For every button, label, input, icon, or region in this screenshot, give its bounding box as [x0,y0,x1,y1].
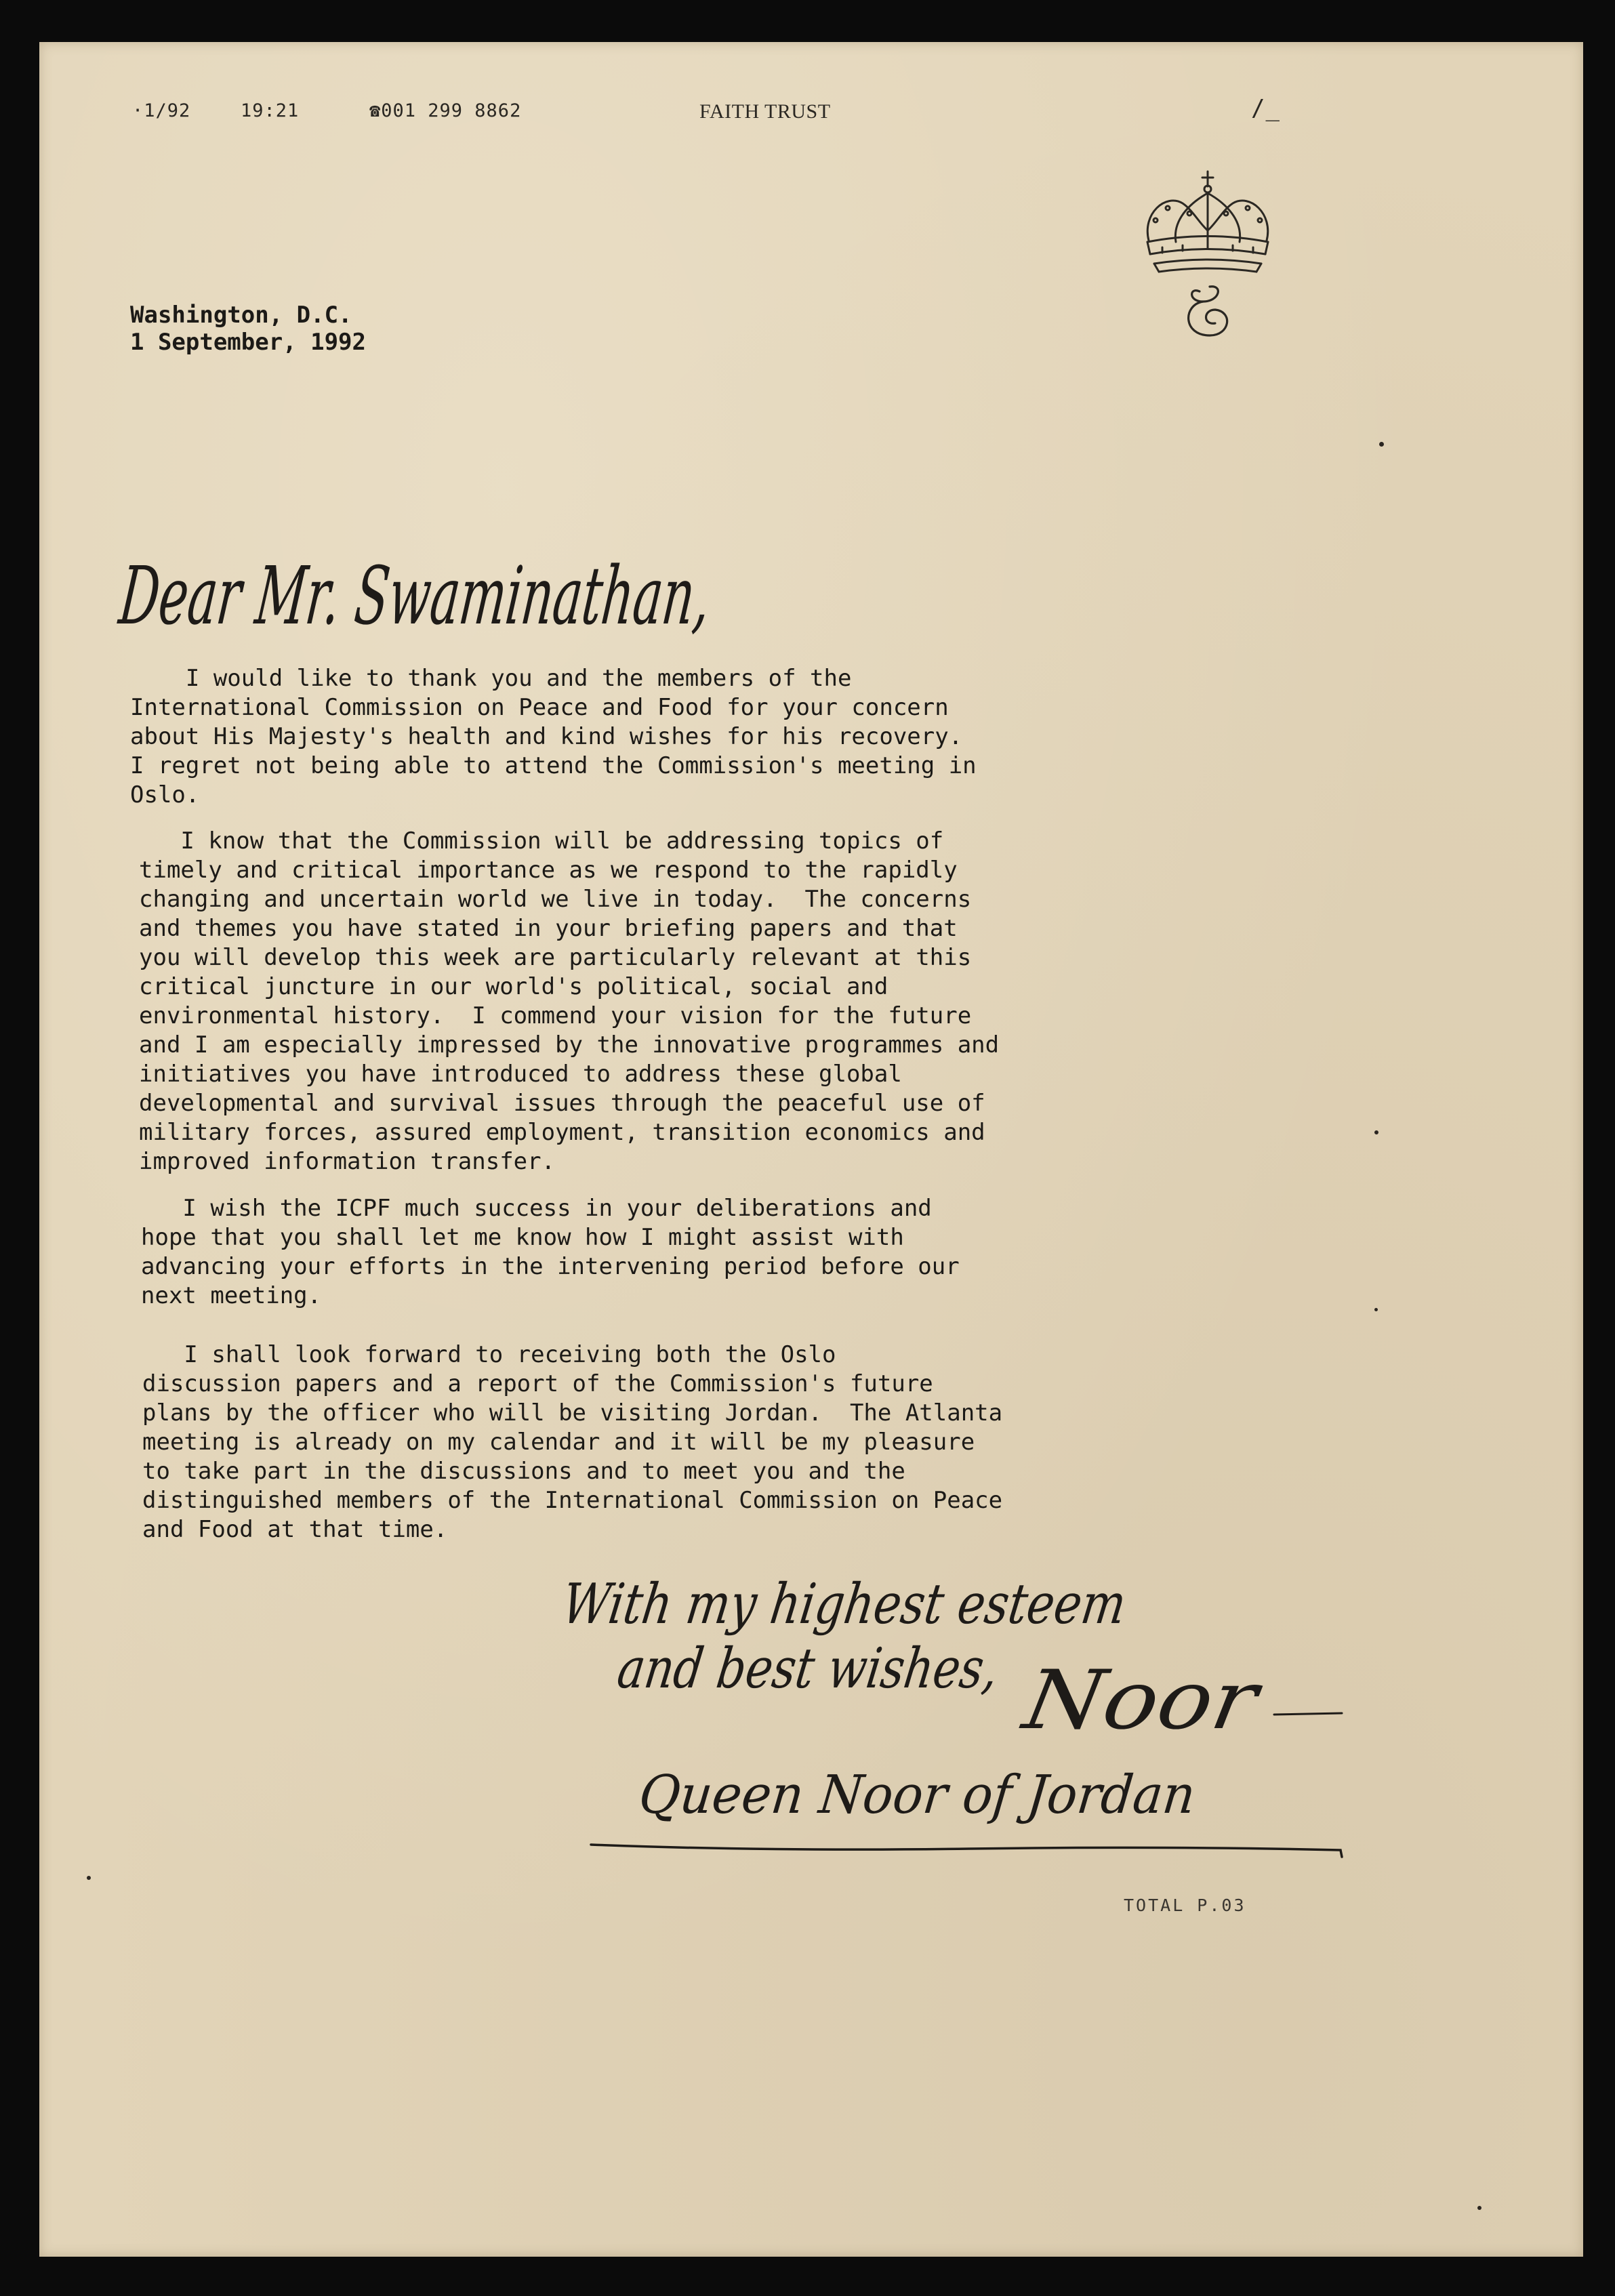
fax-phone-number: ☎001 299 8862 [369,100,522,121]
signatory-name: Queen Noor of Jordan [636,1764,1231,1826]
body-line: I would like to thank you and the members of the [130,665,852,692]
body-line: distinguished members of the International Commission on Peace [142,1487,1003,1514]
body-line: you will develop this week are particularly relevant at this [139,944,972,971]
body-paragraph-3 [141,1194,960,1311]
closing-line-1: With my highest esteem [558,1572,1248,1637]
paper-speck [1379,442,1384,447]
handwritten-salutation [115,529,1090,651]
paper-speck [1374,1308,1378,1311]
body-line: military forces, assured employment, transition economics and [139,1119,985,1146]
body-line: International Commission on Peace and Food for your concern [130,694,949,721]
fax-total-pages: TOTAL P.03 [1124,1895,1246,1915]
body-line: I shall look forward to receiving both the Oslo [142,1341,836,1368]
salutation-text: Dear Mr. Swaminathan, [115,549,1090,642]
royal-crown-monogram-icon [1135,166,1281,352]
body-line: critical juncture in our world's political, social and [139,973,888,1000]
fax-page-mark: /_ [1251,95,1280,122]
body-line: and Food at that time. [142,1516,448,1543]
fax-sender-name: FAITH TRUST [699,100,831,123]
body-line: meeting is already on my calendar and it will be my pleasure [142,1429,975,1456]
body-line: initiatives you have introduced to address these global [139,1061,902,1088]
body-paragraph-1 [130,664,977,810]
body-line: I regret not being able to attend the Commission's meeting in [130,752,977,779]
body-line: I wish the ICPF much success in your deliberations and [141,1195,932,1222]
signature: Noor [1017,1652,1242,1748]
closing-line-2: and best wishes, [613,1637,1091,1701]
body-line: timely and critical importance as we respond to the rapidly [139,857,958,884]
paper-speck [1477,2206,1481,2210]
letter-place: Washington, D.C. [130,302,352,329]
signature-underline [591,1845,1342,1857]
handwritten-closing [558,1559,1362,1870]
paper-speck [1374,1130,1378,1134]
body-line: environmental history. I commend your vision for the future [139,1002,972,1029]
body-line: I know that the Commission will be addressing topics of [139,827,944,855]
body-line: discussion papers and a report of the Commission's future [142,1370,933,1397]
body-line: Oslo. [130,781,200,808]
body-line: changing and uncertain world we live in today. The concerns [139,886,972,913]
body-paragraph-4 [142,1340,1002,1544]
body-line: hope that you shall let me know how I might assist with [141,1224,904,1251]
body-line: and themes you have stated in your briefing papers and that [139,915,958,942]
body-line: improved information transfer. [139,1148,556,1175]
body-line: to take part in the discussions and to meet you and the [142,1458,905,1485]
body-line: about His Majesty's health and kind wishes for his recovery. [130,723,963,750]
fax-date: ·1/92 [132,100,191,121]
body-line: plans by the officer who will be visiting Jordan. The Atlanta [142,1399,1003,1427]
fax-time: 19:21 [241,100,300,121]
body-paragraph-2 [139,827,999,1176]
body-line: advancing your efforts in the intervening period before our [141,1253,960,1280]
letter-date: 1 September, 1992 [130,329,366,356]
body-line: developmental and survival issues through the peaceful use of [139,1090,985,1117]
paper-speck [87,1876,91,1880]
body-line: next meeting. [141,1282,322,1309]
body-line: and I am especially impressed by the innovative programmes and [139,1031,1000,1059]
place-date-block [130,302,366,356]
